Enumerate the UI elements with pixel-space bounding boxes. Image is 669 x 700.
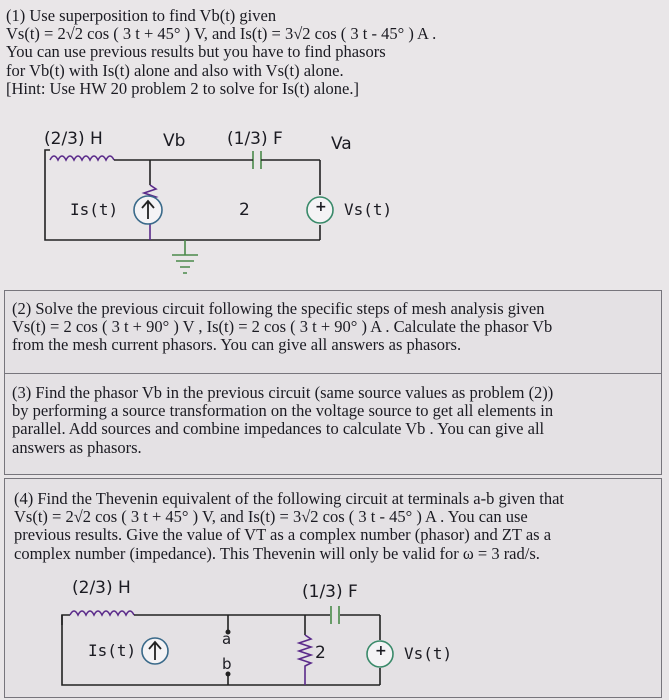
voltage-source-4-plus: +	[375, 643, 387, 659]
inductor-4-label: (2/3) H	[72, 578, 131, 598]
node-a-label: Va	[331, 134, 352, 154]
current-source-4-label: Is(t)	[88, 641, 137, 660]
p1-line-1: (1) Use superposition to find Vb(t) given	[6, 6, 277, 25]
p4-line-3: previous results. Give the value of VT as a complex number (phasor) and ZT as a	[14, 525, 552, 545]
current-source-1-label: Is(t)	[70, 200, 119, 219]
p1-line-2: Vs(t) = 2√2 cos ( 3 t + 45° ) V, and Is(t) = 3√2 cos ( 3 t - 45° ) A .	[6, 24, 437, 44]
terminal-b-label: b	[222, 655, 232, 673]
inductor-1-label: (2/3) H	[44, 129, 103, 149]
p4-line-1: (4) Find the Thevenin equivalent of the following circuit at terminals a-b given that	[14, 489, 565, 508]
p1-line-3: You can use previous results but you have to find phasors	[6, 42, 386, 62]
p1-line-4: for Vb(t) with Is(t) alone and also with Vs(t) alone.	[6, 60, 344, 80]
voltage-source-1-label: Vs(t)	[344, 200, 393, 219]
resistor-4-label: 2	[315, 643, 326, 663]
resistor-1-label: 2	[239, 200, 250, 220]
node-b-label: Vb	[163, 131, 186, 151]
p3-line-4: answers as phasors.	[12, 437, 142, 457]
voltage-source-1-plus: +	[315, 199, 327, 215]
p2-line-2: Vs(t) = 2 cos ( 3 t + 90° ) V , Is(t) = 2 cos ( 3 t + 90° ) A . Calculate the phasor Vb	[12, 317, 553, 337]
p2-line-3: from the mesh current phasors. You can give all answers as phasors.	[12, 335, 462, 355]
capacitor-1-label: (1/3) F	[227, 129, 283, 149]
p3-line-1: (3) Find the phasor Vb in the previous circuit (same source values as problem (2))	[12, 383, 554, 402]
p4-line-2: Vs(t) = 2√2 cos ( 3 t + 45° ) V, and Is(t) = 3√2 cos ( 3 t - 45° ) A . You can use	[14, 507, 528, 527]
p4-line-4: complex number (impedance). This Thevenin will only be valid for ω = 3 rad/s.	[14, 543, 540, 563]
resistor-4-symbol	[299, 635, 311, 685]
p3-line-2: by performing a source transformation on the voltage source to get all elements in	[12, 401, 554, 421]
inductor-4-symbol	[70, 611, 134, 615]
voltage-source-4-label: Vs(t)	[404, 644, 453, 663]
p2-line-1: (2) Solve the previous circuit following the specific steps of mesh analysis given	[12, 299, 545, 318]
p1-line-5: [Hint: Use HW 20 problem 2 to solve for Is(t) alone.]	[6, 78, 359, 98]
p3-line-3: parallel. Add sources and combine impedances to calculate Vb . You can give all	[12, 419, 545, 439]
terminal-a-label: a	[222, 630, 232, 648]
capacitor-4-label: (1/3) F	[302, 582, 358, 602]
capacitor-4-symbol	[331, 606, 339, 624]
